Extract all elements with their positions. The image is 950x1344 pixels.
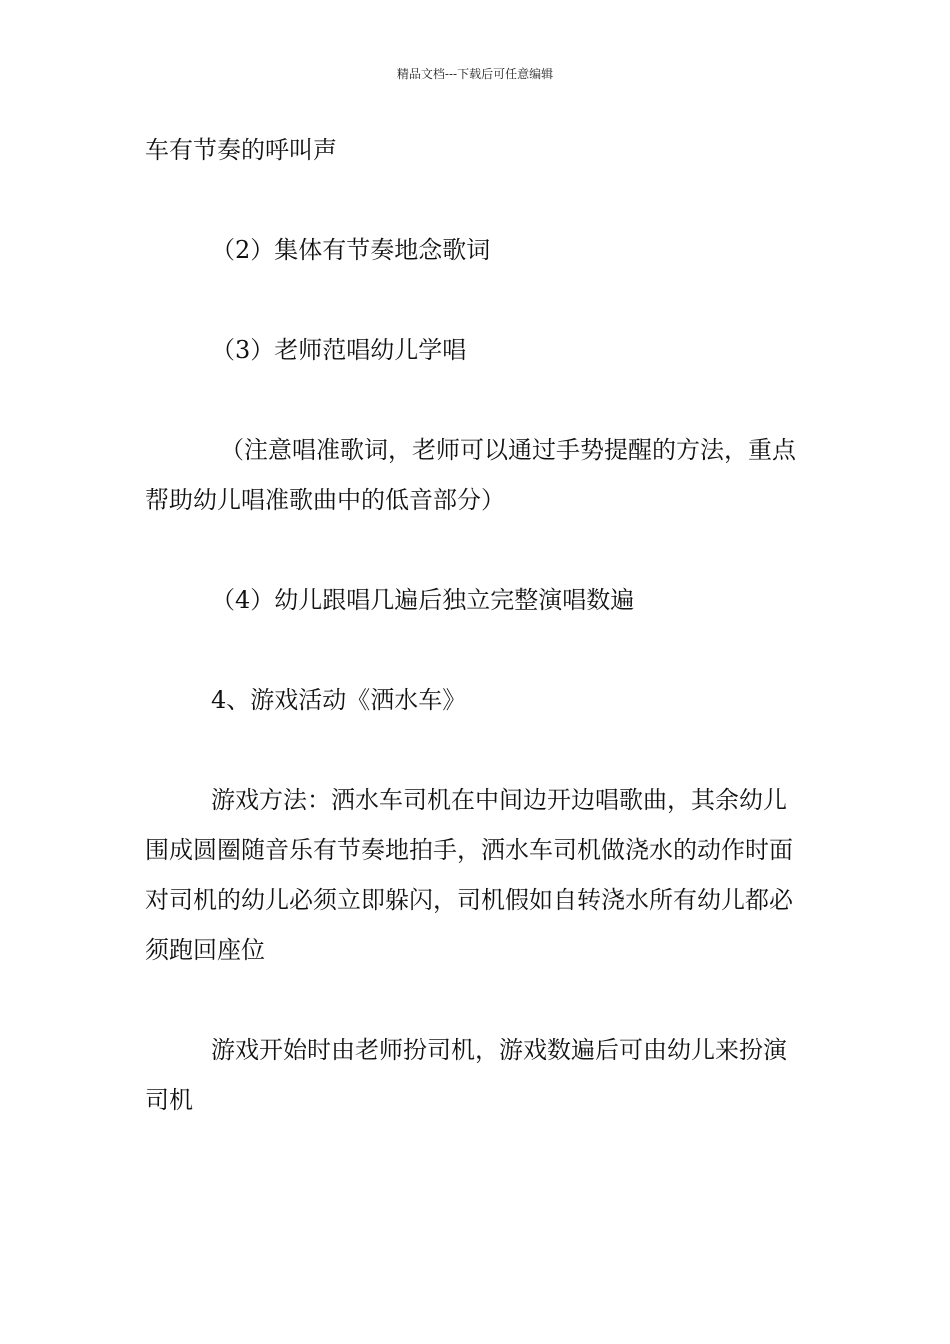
paragraph-game-method: 游戏方法：洒水车司机在中间边开边唱歌曲，其余幼儿围成圆圈随音乐有节奏地拍手，洒水车司机做浇水的动作时面对司机的幼儿必须立即躲闪，司机假如自转浇水所有幼儿都必须跑回座位 — [145, 786, 793, 964]
paragraph-rhythm-call: 车有节奏的呼叫声 — [145, 136, 337, 164]
paragraph-note: （注意唱准歌词，老师可以通过手势提醒的方法，重点帮助幼儿唱准歌曲中的低音部分） — [145, 436, 796, 514]
paragraph-step-3: （3）老师范唱幼儿学唱 — [211, 336, 467, 364]
paragraph-step-2: （2）集体有节奏地念歌词 — [211, 236, 491, 264]
section-heading-game: 4、游戏活动《洒水车》 — [211, 686, 467, 714]
paragraph-step-4: （4）幼儿跟唱几遍后独立完整演唱数遍 — [211, 586, 635, 614]
paragraph-game-start: 游戏开始时由老师扮司机，游戏数遍后可由幼儿来扮演司机 — [145, 1036, 787, 1114]
page-header: 精品文档---下载后可任意编辑 — [396, 67, 554, 81]
